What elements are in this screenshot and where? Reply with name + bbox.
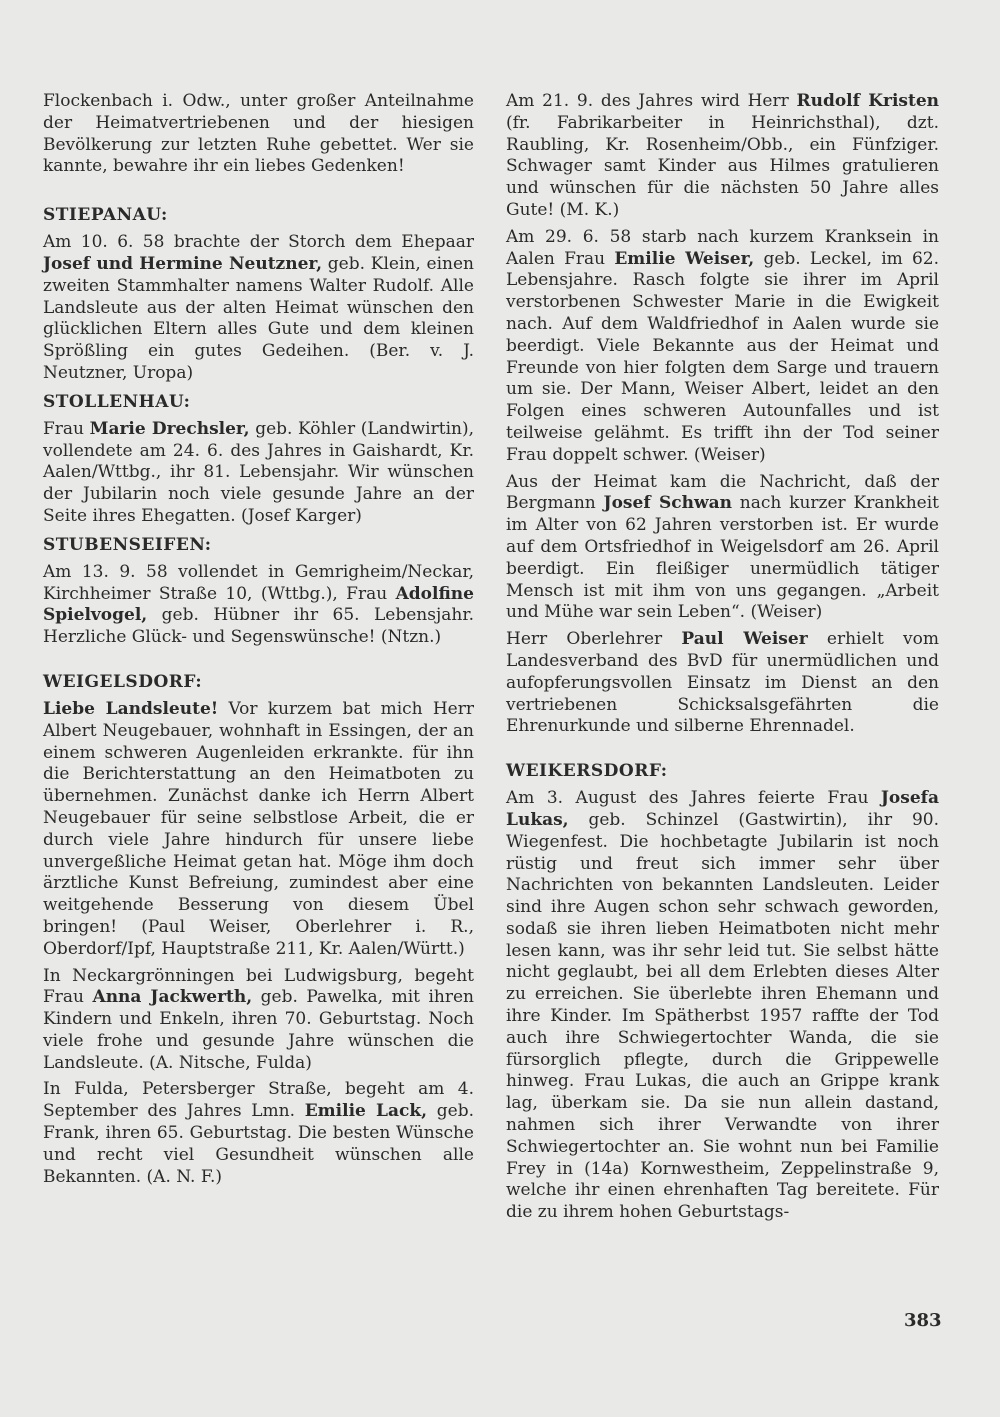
paragraph-stubenseifen: Am 13. 9. 58 vollendet in Gemrigheim/Neckar, Kirchheimer Straße 10, (Wttbg.), Frau Adolfine Spielvogel, geb. Hübner ihr 65. Lebensjahr. Herzliche Glück- und Segenswünsche! (Ntzn.)	[43, 561, 474, 648]
name-lukas: Josefa Lukas,	[506, 788, 939, 830]
name-paul-weiser: Paul Weiser	[681, 629, 808, 650]
paragraph-weigelsdorf-1: Liebe Landsleute! Vor kurzem bat mich Herr Albert Neugebauer, wohnhaft in Essingen, der an einem schweren Augenleiden erkrankte. für ihn die Berichterstattung an den Heimatboten zu übernehmen. Zunächst danke ich Herrn Albert Neugebauer für seine selbstlose Arbeit, die er durch viele Jahre hindurch für unsere liebe unvergeßliche Heimat getan hat. Möge ihm doch ärztliche Kunst Befreiung, zumindest aber eine weitgehende Besserung von diesem Übel bringen! (Paul Weiser, Oberlehrer i. R., Oberdorf/Ipf, Hauptstraße 211, Kr. Aalen/Württ.)	[43, 698, 474, 959]
name-spielvogel: Adolfine Spielvogel,	[43, 583, 474, 626]
name-schwan: Josef Schwan	[603, 493, 732, 514]
heading-stubenseifen: STUBENSEIFEN:	[43, 534, 212, 555]
heading-stollenhau: STOLLENHAU:	[43, 391, 191, 412]
paragraph-weikersdorf: Am 3. August des Jahres feierte Frau Josefa Lukas, geb. Schinzel (Gastwirtin), ihr 90. Wiegenfest. Die hochbetagte Jubilarin ist noch rüstig und freut sich immer sehr über Nachrichten von bekannten Landsleuten. Leider sind ihre Augen schon sehr schwach geworden, sodaß sie ihren lieben Heimatboten nicht mehr lesen kann, was ihr sehr leid tut. Sie selbst hätte nicht geglaubt, bei all dem Erlebten dieses Alter zu erreichen. Sie überlebte ihren Ehemann und ihre Kinder. Im Spätherbst 1957 raffte der Tod auch ihre Schwiegertochter Wanda, die sie fürsorglich pflegte, durch die Grippewelle hinweg. Frau Lukas, die auch an Grippe krank lag, überkam sie. Da sie nun allein dastand, nahmen sich ihrer Verwandte von ihrer Schwiegertochter an. Sie wohnt nun bei Familie Frey in (14a) Kornwestheim, Zeppelinstraße 9, welche ihr einen ehrenhaften Tag bereitete. Für die zu ihrem hohen Geburtstags-	[506, 788, 939, 1223]
salutation: Liebe Landsleute!	[43, 698, 219, 719]
name-lack: Emilie Lack,	[304, 1101, 428, 1122]
heading-stiepanau: STIEPANAU:	[43, 205, 168, 226]
name-drechsler: Marie Drechsler,	[89, 418, 250, 439]
paragraph-weigelsdorf-2: In Neckargrönningen bei Ludwigsburg, begeht Frau Anna Jackwerth, geb. Pawelka, mit ihren Kindern und Enkeln, ihren 70. Geburtstag. Noch viele frohe und gesunde Jahre wünschen die Landsleute. (A. Nitsche, Fulda)	[43, 965, 474, 1073]
paragraph-schwan: Aus der Heimat kam die Nachricht, daß der Bergmann Josef Schwan nach kurzer Krankheit im Alter von 62 Jahren verstorben ist. Er wurde auf dem Ortsfriedhof in Weigelsdorf am 26. April beerdigt. Ein fleißiger unermüdlich tätiger Mensch ist mit ihm von uns gegangen. „Arbeit und Mühe war sein Leben“. (Weiser)	[506, 471, 939, 623]
paragraph-paul-weiser: Herr Oberlehrer Paul Weiser erhielt vom Landesverband des BvD für unermüdlichen und aufopferungsvollen Einsatz im Dienst an den vertriebenen Schicksalsgefährten die Ehrenurkunde und silberne Ehrennadel.	[506, 629, 940, 737]
heading-weigelsdorf: WEIGELSDORF:	[43, 671, 203, 692]
name-emilie-weiser: Emilie Weiser,	[614, 248, 755, 269]
name-kristen: Rudolf Kristen	[796, 91, 939, 111]
page-number: 383	[904, 1310, 942, 1331]
name-neutzner: Josef und Hermine Neutzner,	[43, 253, 323, 274]
intro-paragraph: Flockenbach i. Odw., unter großer Anteilnahme der Heimatvertriebenen und der hiesigen Bevölkerung zur letzten Ruhe gebettet. Wer sie kannte, bewahre ihr ein liebes Gedenken!	[43, 91, 474, 177]
name-jackwerth: Anna Jackwerth,	[92, 987, 253, 1008]
heading-weikersdorf: WEIKERSDORF:	[506, 761, 668, 782]
paragraph-emilie-weiser: Am 29. 6. 58 starb nach kurzem Kranksein in Aalen Frau Emilie Weiser, geb. Leckel, im 62. Lebensjahre. Rasch folgte sie ihrer im April verstorbenen Schwester Marie in die Ewigkeit nach. Auf dem Waldfriedhof in Aalen wurde sie beerdigt. Viele Bekannte aus der Heimat und Freunde von hier folgten dem Sarge und trauern um sie. Der Mann, Weiser Albert, leidet an den Folgen eines schweren Autounfalles und ist teilweise gelähmt. Es trifft ihn der Tod seiner Frau doppelt schwer. (Weiser)	[506, 226, 940, 465]
paragraph-weigelsdorf-3: In Fulda, Petersberger Straße, begeht am 4. September des Jahres Lmn. Emilie Lack, geb. Frank, ihren 65. Geburtstag. Die besten Wünsche und recht viel Gesundheit wünschen alle Bekannten. (A. N. F.)	[43, 1079, 475, 1187]
right-column	[506, 91, 939, 1229]
paragraph-stollenhau: Frau Marie Drechsler, geb. Köhler (Landwirtin), vollendete am 24. 6. des Jahres in Gaishardt, Kr. Aalen/Wttbg., ihr 81. Lebensjahr. Wir wünschen der Jubilarin noch viele gesunde Jahre an der Seite ihres Ehegatten. (Josef Karger)	[43, 418, 474, 526]
paragraph-kristen: Am 21. 9. des Jahres wird Herr Rudolf Kristen (fr. Fabrikarbeiter in Heinrichsthal), dzt. Raubling, Kr. Rosenheim/Obb., ein Fünfziger. Schwager samt Kinder aus Hilmes gratulieren und wünschen für die nächsten 50 Jahre alles Gute! (M. K.)	[506, 91, 939, 220]
paragraph-stiepanau: Am 10. 6. 58 brachte der Storch dem Ehepaar Josef und Hermine Neutzner, geb. Klein, einen zweiten Stammhalter namens Walter Rudolf. Alle Landsleute aus der alten Heimat wünschen den glücklichen Eltern alles Gute und dem kleinen Sprößling ein gutes Gedeihen. (Ber. v. J. Neutzner, Uropa)	[43, 232, 475, 383]
left-column	[43, 91, 474, 1193]
